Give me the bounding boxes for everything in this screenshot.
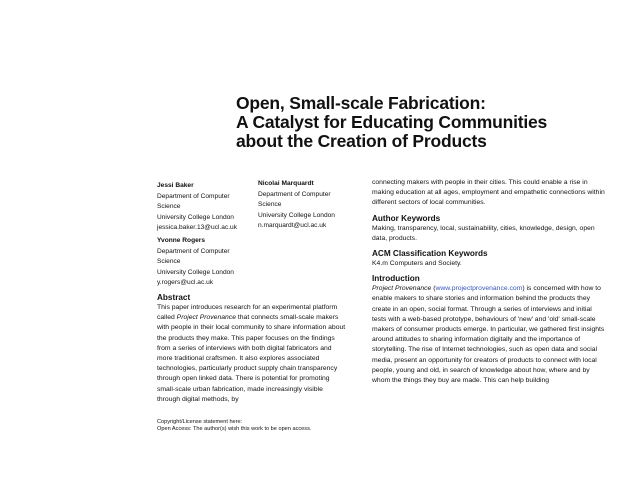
author-keywords-body: Making, transparency, local, sustainability, cities, knowledge, design, open data, products.: [372, 224, 595, 242]
author-university: University College London: [157, 268, 234, 276]
author-block-baker: [157, 181, 237, 234]
title-line-2: A Catalyst for Educating Communities: [236, 112, 548, 132]
author-email: jessica.baker.13@ucl.ac.uk: [157, 224, 237, 232]
author-dept: Science: [157, 203, 181, 211]
author-name: Jessi Baker: [157, 182, 194, 189]
title-line-1: Open, Small-scale Fabrication:: [236, 93, 486, 113]
introduction-body: Project Provenance (www.projectprovenance.com) is concerned with how to enable makers to share stories and information behind the products they create in an open, social format. Through a series of interviews and initial tests with a web-based prototype, behaviours of 'new' and 'old' small-scale makers of consumer products emerge. In particular, we gathered first insights around attitudes to sharing information digitally and the importance of storytelling. The rise of Internet technologies, such as open data and social media, present an opportunity for creators of products to connect with local people, young and old, in search of knowledge about how, where and by whom the things they buy are made. This can help building: [372, 285, 605, 385]
author-university: University College London: [157, 213, 234, 221]
abstract-continuation: connecting makers with people in their cities. This could enable a rise in making education at all ages, employment and empathetic connections within different sectors of local communities.: [372, 179, 605, 207]
author-block-rogers: [157, 236, 234, 289]
author-university: University College London: [258, 211, 335, 219]
introduction-heading: Introduction: [372, 274, 420, 284]
right-column: [372, 178, 607, 391]
author-dept: Science: [258, 201, 282, 209]
paper-title: [236, 94, 606, 151]
copyright-notice: [157, 419, 311, 433]
author-email: y.rogers@ucl.ac.uk: [157, 279, 214, 287]
author-dept: Department of Computer: [258, 190, 331, 198]
author-name: Nicolai Marquardt: [258, 180, 314, 187]
author-keywords-heading: Author Keywords: [372, 213, 441, 223]
acm-body: K4.m Computers and Society.: [372, 260, 462, 268]
author-dept: Science: [157, 258, 181, 266]
author-name: Yvonne Rogers: [157, 237, 206, 244]
copyright-line: Copyright/License statement here:: [157, 419, 243, 425]
author-keywords-section: [372, 214, 607, 244]
acm-section: [372, 249, 607, 269]
abstract-section: [157, 293, 347, 405]
title-line-3: about the Creation of Products: [236, 131, 487, 151]
introduction-section: [372, 274, 607, 386]
abstract-body: This paper introduces research for an experimental platform called Project Provenance that connects small-scale makers with people in their local community to share information about the products they make. This paper focuses on the findings from a series of interviews with both digital fabricators and more traditional craftsmen. It also explores associated technologies, particularly product supply chain transparency through open linked data. There is potential for promoting small-scale urban fabrication, made increasingly visible through digital methods, by: [157, 304, 346, 403]
author-email: n.marquardt@ucl.ac.uk: [258, 222, 327, 230]
author-block-marquardt: [258, 179, 335, 232]
project-link[interactable]: www.projectprovenance.com: [435, 285, 523, 293]
author-dept: Department of Computer: [157, 247, 230, 255]
acm-heading: ACM Classification Keywords: [372, 249, 488, 259]
abstract-heading: Abstract: [157, 293, 191, 302]
open-access-line: Open Access: The author(s) wish this work to be open access.: [157, 426, 312, 433]
author-dept: Department of Computer: [157, 192, 230, 200]
